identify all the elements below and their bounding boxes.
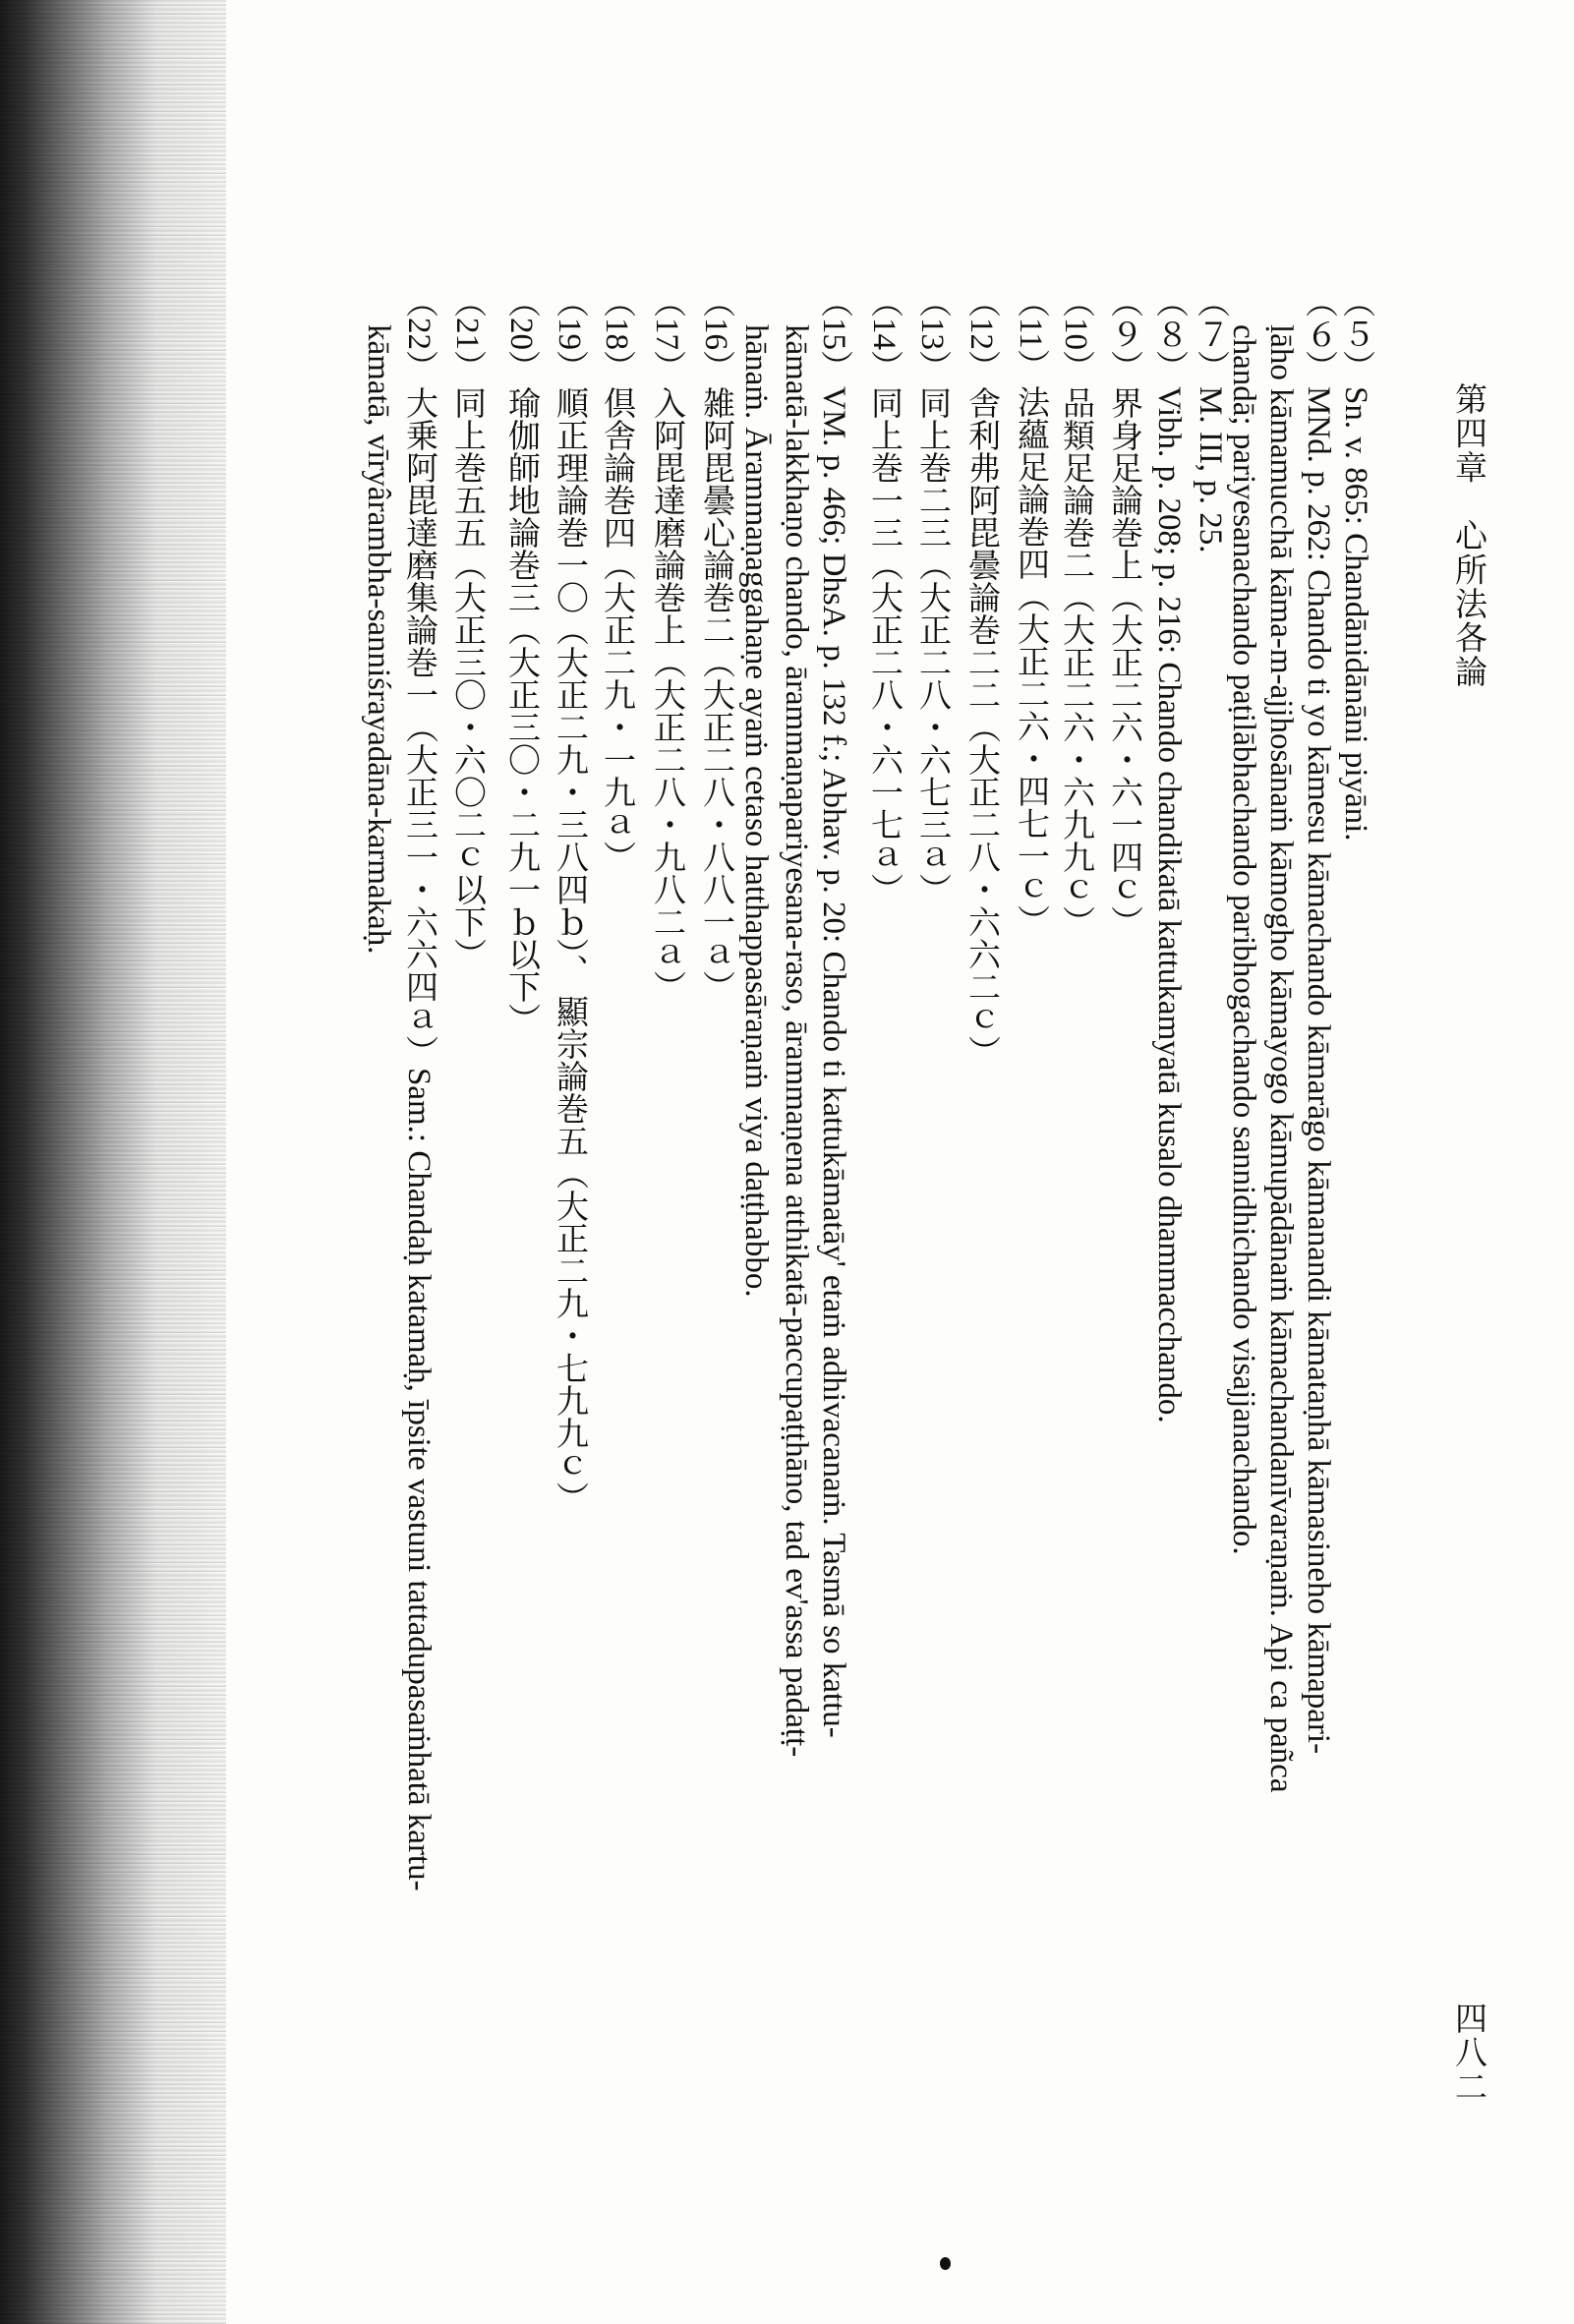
note-8 <box>1150 285 1188 1423</box>
note-text: 舎利弗阿毘曇論巻二二（大正二八・六六二ｃ） <box>963 386 999 1068</box>
page-number: 四八二 <box>1450 2002 1486 2104</box>
note-text: 界身足論巻上（大正二六・六一四ｃ） <box>1106 386 1141 938</box>
note-text: Vibh. p. 208; p. 216: Chando chandikatā kattukamyatā kusalo dhammacchando. <box>1151 386 1187 1423</box>
note-13 <box>913 285 951 905</box>
note-number: （20） <box>503 285 539 382</box>
note-text: 倶舎論巻四（大正二九・一九ａ） <box>599 386 634 873</box>
note-number: （７） <box>1193 285 1228 382</box>
note-text: 同上巻二三（大正二八・六七三ａ） <box>914 386 950 905</box>
note-15 <box>815 285 852 1738</box>
note-number: （14） <box>866 285 902 382</box>
note-text: 順正理論巻一〇（大正二九・三八四ｂ）、 顯宗論巻五（大正二九・七九九ｃ） <box>552 386 587 1514</box>
note-6-line-2: ḷāho kāmamucchā kāma-m-ajjhosānaṁ kāmogho kāmayogo kāmupādānaṁ kāmachandanīvaraṇaṁ. Api ca pañca <box>1263 324 1299 1793</box>
note-text: 雑阿毘曇心論巻二（大正二八・八八一ａ） <box>698 386 733 1003</box>
note-number: （16） <box>698 285 733 382</box>
scan-edge-shadow <box>0 0 226 2324</box>
note-text: MNd. p. 262: Chando ti yo kāmesu kāmachando kāmarāgo kāmanandi kāmataṇhā kāmasineho kāmapari- <box>1301 386 1336 1755</box>
note-number: （21） <box>449 285 485 382</box>
note-text: 入阿毘達磨論巻上（大正二八・九八二ａ） <box>649 386 684 1003</box>
note-number: （22） <box>401 285 437 382</box>
note-number: （13） <box>914 285 950 382</box>
note-number: （19） <box>552 285 587 382</box>
note-10 <box>1057 285 1094 938</box>
note-number: （５） <box>1338 285 1373 382</box>
note-number: （８） <box>1151 285 1187 382</box>
note-number: （11） <box>1013 285 1048 381</box>
note-21 <box>448 285 486 970</box>
note-9 <box>1105 285 1142 938</box>
note-number: （12） <box>963 285 999 382</box>
note-number: （18） <box>599 285 634 382</box>
note-text: VM. p. 466; DhsA. p. 132 f.; Abhav. p. 20: Chando ti kattukāmatāy' etaṁ adhivacanaṁ. Tasmā so kattu- <box>816 386 851 1738</box>
note-number: （６） <box>1301 285 1336 382</box>
ink-speck <box>940 2257 951 2270</box>
note-17 <box>648 285 685 1003</box>
note-15-line-2: kāmatā-lakkhaṇo chando, ārammaṇapariyesana-raso, ārammaṇena atthikatā-paccupaṭṭhāno, tad ev'assa padaṭṭ- <box>779 324 814 1758</box>
note-text: 同上巻一三（大正二八・六一七ａ） <box>866 386 902 905</box>
note-6 <box>1300 285 1337 1754</box>
note-18 <box>598 285 635 873</box>
note-11 <box>1012 285 1049 937</box>
note-20 <box>502 285 540 1035</box>
note-15-line-3: hānaṁ. Ārammaṇaggahaṇe ayaṁ cetaso hatthappasāraṇaṁ viya daṭṭhabbo. <box>738 324 774 1298</box>
note-number: （15） <box>816 285 851 382</box>
note-22 <box>400 285 437 1891</box>
note-text: M. III, p. 25. <box>1193 386 1228 553</box>
note-7 <box>1192 285 1229 553</box>
note-16 <box>697 285 734 1003</box>
note-text: 瑜伽師地論巻三（大正三〇・二九一ｂ以下） <box>503 386 539 1035</box>
note-number: （９） <box>1106 285 1141 382</box>
note-5 <box>1337 285 1374 842</box>
note-number: （10） <box>1058 285 1093 382</box>
note-text: Sn. v. 865: Chandānidānāni piyāni. <box>1338 386 1373 842</box>
note-22-line-2: kāmatā, vīryârambha-sanniśrayadāna-karmakaḥ. <box>361 324 396 955</box>
note-text: 同上巻五五（大正三〇・六〇二ｃ以下） <box>449 386 485 970</box>
note-text: 品類足論巻二（大正二六・六九九ｃ） <box>1058 386 1093 938</box>
note-12 <box>962 285 1000 1068</box>
note-6-line-3: chandā; pariyesanachando paṭilābhachando paribhogachando sannidhichando visajjanachando. <box>1226 324 1261 1555</box>
note-19 <box>551 285 588 1514</box>
note-text: 大乗阿毘達磨集論巻一（大正三一・六六四ａ）Sam.: Chandaḥ katamaḥ, īpsite vastuni tattadupasaṁhatā kartu- <box>401 386 437 1891</box>
note-14 <box>865 285 903 905</box>
chapter-heading: 第四章 心所法各論 <box>1450 382 1486 689</box>
note-text: 法蘊足論巻四（大正二六・四七一ｃ） <box>1013 384 1048 937</box>
note-number: （17） <box>649 285 684 382</box>
